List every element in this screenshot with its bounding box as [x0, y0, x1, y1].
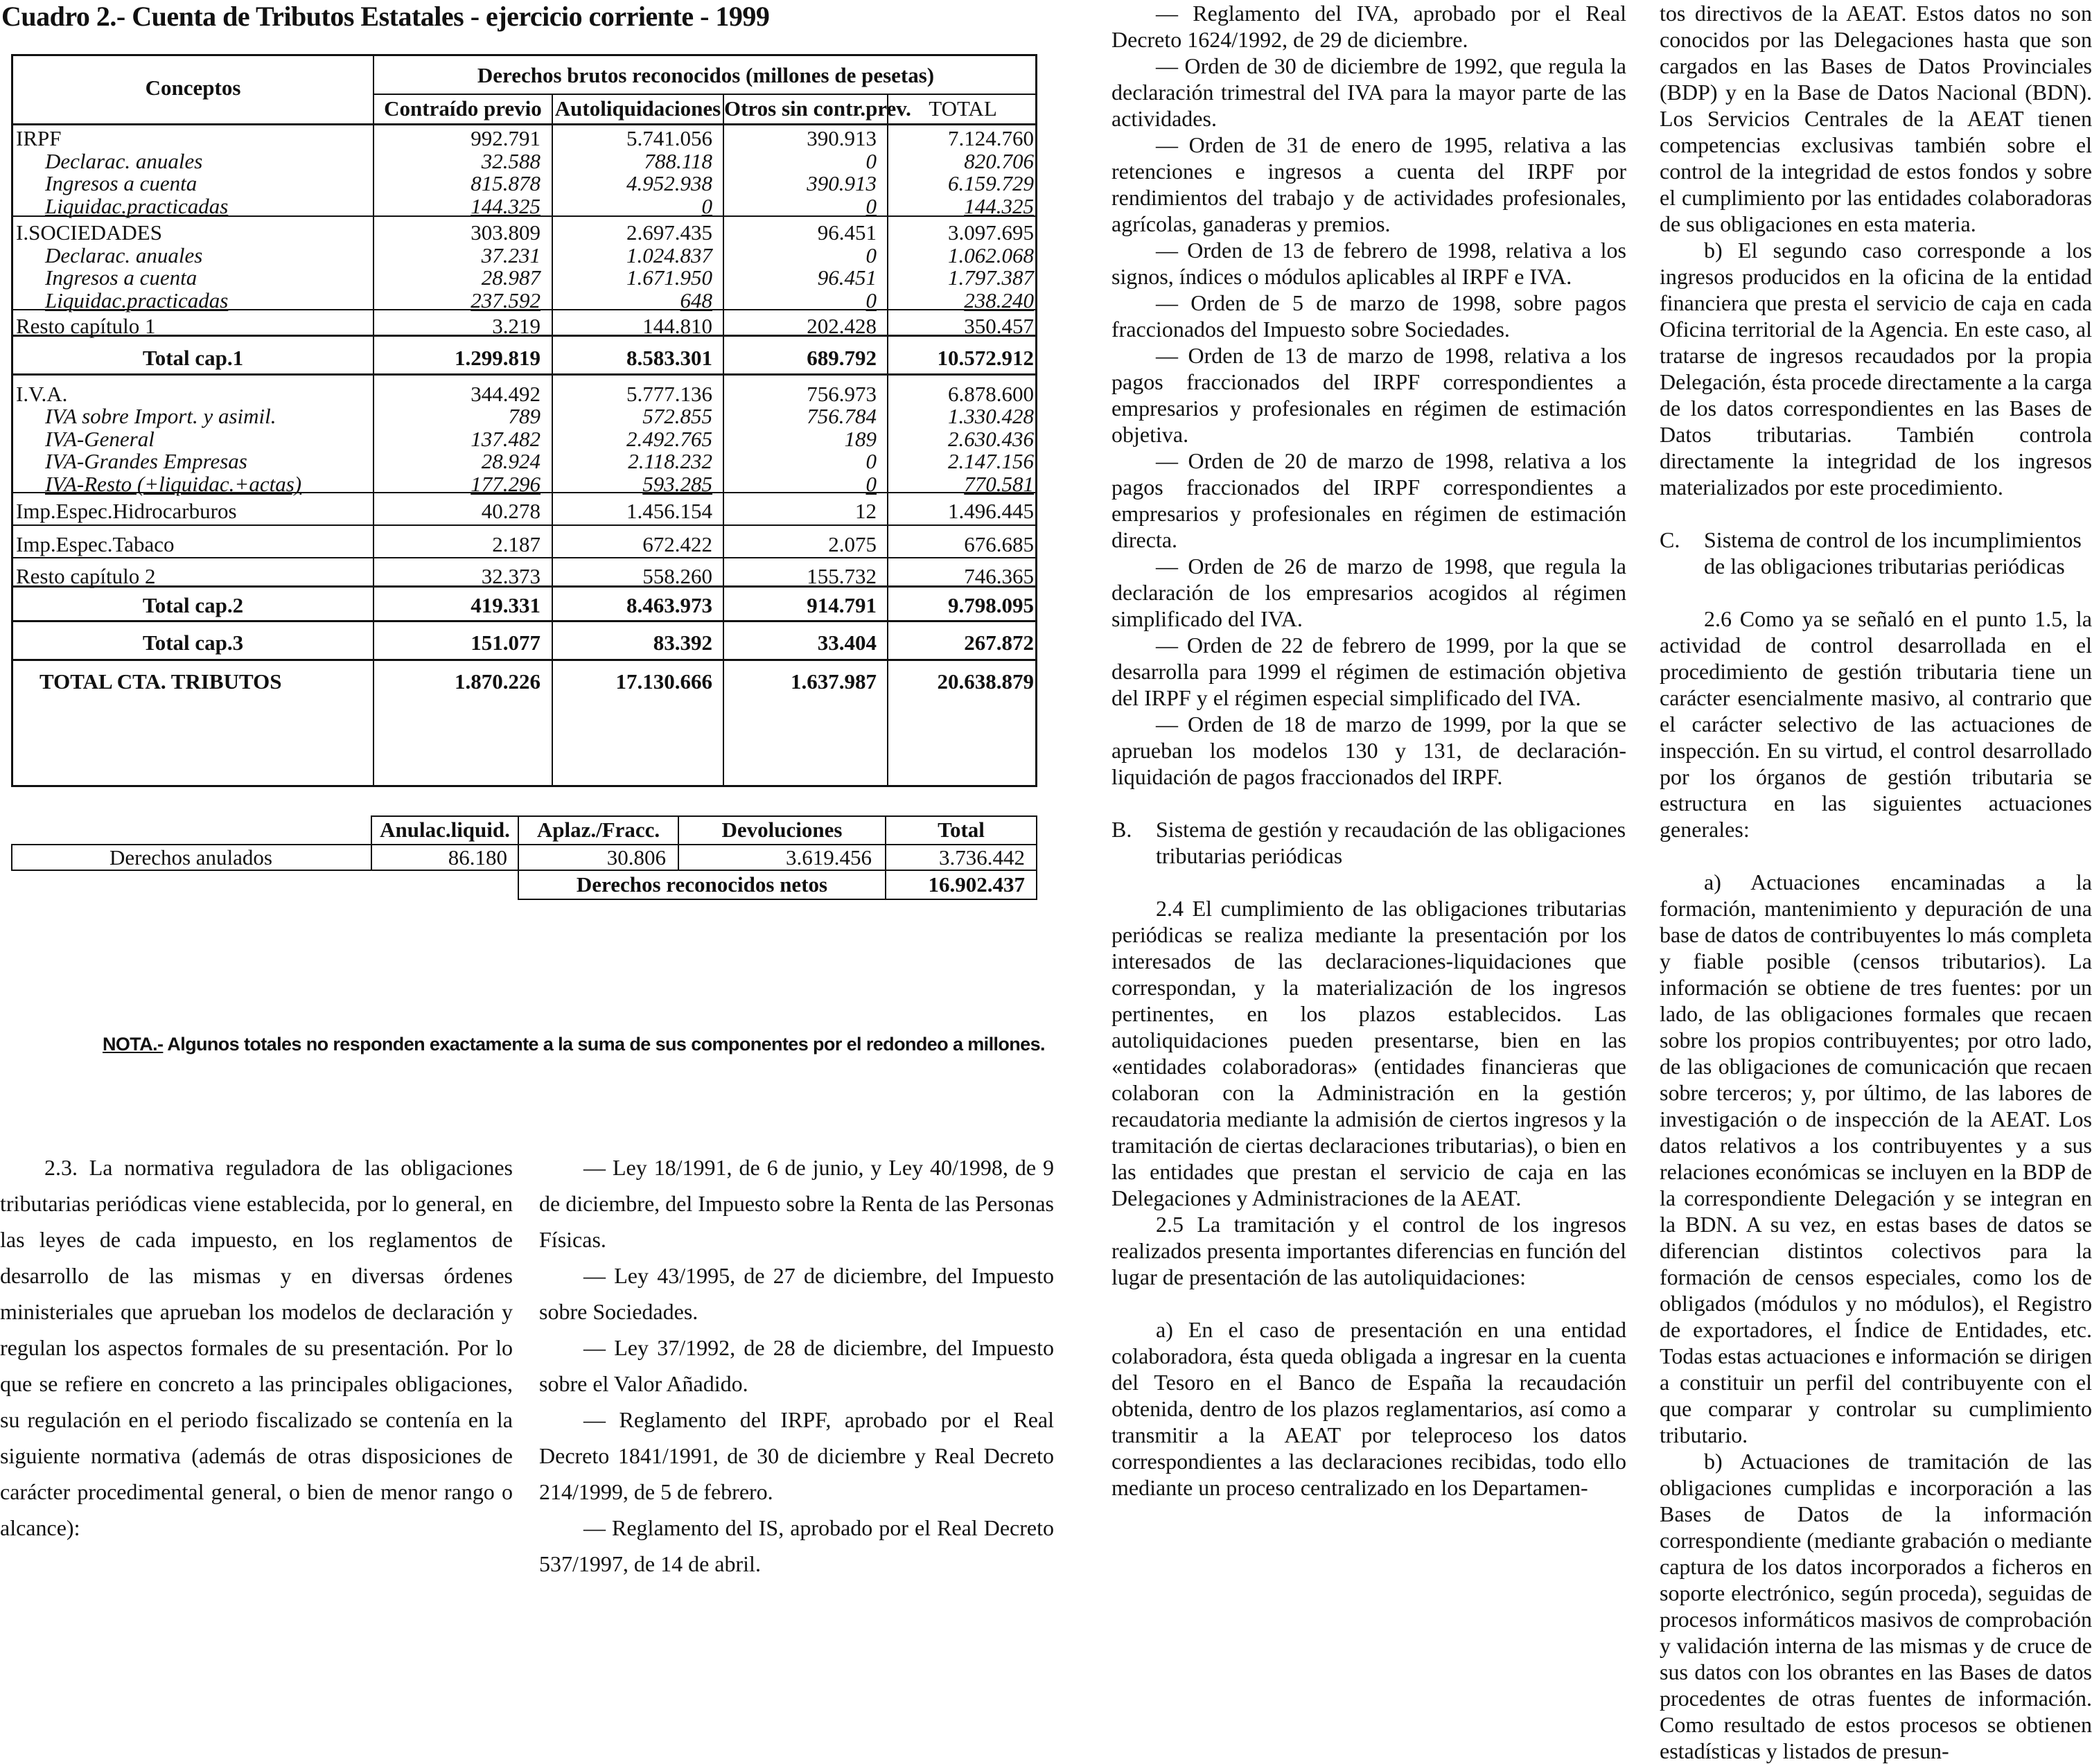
row-value: 992.791: [471, 126, 540, 150]
col-header-total: TOTAL: [929, 96, 997, 121]
t2-header-anulac: Anulac.liquid.: [380, 818, 510, 842]
row-value: 12: [855, 499, 877, 523]
t2-anulac-value: 86.180: [448, 845, 507, 870]
nota-note: [103, 1034, 1045, 1055]
row-label: Total cap.1: [142, 346, 244, 370]
row-value: 303.809: [471, 220, 540, 245]
row-label: Imp.Espec.Hidrocarburos: [16, 499, 237, 523]
row-value: 558.260: [642, 564, 712, 588]
row-value: 344.492: [471, 382, 540, 406]
row-value: 28.987: [481, 265, 540, 290]
row-value: 96.451: [817, 265, 877, 290]
row-value: 177.296: [471, 472, 540, 496]
row-value: 815.878: [471, 171, 540, 195]
row-value: 2.118.232: [628, 449, 712, 473]
row-value: 820.706: [964, 149, 1034, 173]
col-header-conceptos: Conceptos: [145, 76, 241, 100]
anulados-table: [11, 815, 1037, 899]
row-label: IVA sobre Import. y asimil.: [45, 404, 276, 428]
law-item: — Reglamento del IRPF, aprobado por el Real Decreto 1841/1991, de 30 de diciembre y Real Decreto 214/1999, de 5 de febrero.: [539, 1407, 1054, 1504]
row-label: I.V.A.: [16, 382, 68, 406]
row-value: 20.638.879: [937, 669, 1034, 694]
t2-total-value: 3.736.442: [939, 845, 1025, 870]
row-value: 7.124.760: [948, 126, 1034, 150]
row-value: 1.456.154: [626, 499, 712, 523]
tributos-table: [11, 54, 1037, 787]
col-group-header: Derechos brutos reconocidos (millones de pesetas): [477, 63, 935, 87]
row-value: 746.365: [964, 564, 1034, 588]
row-label: Imp.Espec.Tabaco: [16, 532, 175, 556]
law-item: — Reglamento del IS, aprobado por el Real Decreto 537/1997, de 14 de abril.: [539, 1515, 1054, 1576]
row-value: 914.791: [807, 593, 877, 617]
order-item: — Orden de 13 de marzo de 1998, relativa a los pagos fraccionados del IRPF correspondientes a empresarios y profesionales en régimen de estimación objetiva.: [1111, 343, 1626, 447]
row-value: 0: [865, 449, 877, 473]
row-value: 390.913: [807, 126, 877, 150]
row-value: 33.404: [817, 630, 877, 655]
row-value: 0: [865, 243, 877, 267]
row-value: 788.118: [644, 149, 712, 173]
row-value: 0: [865, 288, 877, 312]
row-value: 10.572.912: [937, 346, 1034, 370]
row-value: 1.870.226: [455, 669, 540, 694]
t2-header-devoluciones: Devoluciones: [721, 818, 843, 842]
row-value: 144.325: [471, 194, 540, 218]
row-value: 32.373: [481, 564, 540, 588]
row-value: 17.130.666: [615, 669, 712, 694]
row-label: Total cap.3: [142, 630, 244, 655]
paragraph-2-6-a: a) Actuaciones encaminadas a la formación, mantenimiento y depuración de una base de datos de contribuyentes lo más completa y fiable posible (censos tributarios). La información se obtiene de tres fuentes: por un lado, de las obligaciones formales que recaen sobre los propios contribuyentes; por otro lado, de las obligaciones de comunicación que recaen sobre terceros; y, por último, de las labores de investigación o de inspección de la AEAT. Los datos relativos a los contribuyentes y a sus relaciones económicas se incluyen en la BDP de la correspondiente Delegación y se integran en la BDN. A su vez, en estas bases de datos se diferencian distintos colectivos para la formación de censos especiales, como los de obligados (módulos y no módulos), el Registro de exportadores, el Índice de Entidades, etc. Todas estas actuaciones e información se dirigen a constituir un perfil del contribuyente con el que comparar y controlar su cumplimiento tributario.: [1660, 870, 2092, 1447]
text-column-1: [0, 1149, 513, 1546]
row-value: 202.428: [807, 314, 877, 338]
row-value: 2.492.765: [626, 427, 712, 451]
law-item: — Ley 37/1992, de 28 de diciembre, del Impuesto sobre el Valor Añadido.: [539, 1335, 1054, 1396]
order-item: — Orden de 13 de febrero de 1998, relativa a los signos, índices o módulos aplicables al IRPF e IVA.: [1111, 238, 1626, 289]
row-value: 2.147.156: [948, 449, 1034, 473]
row-value: 137.482: [471, 427, 540, 451]
row-value: 189: [844, 427, 877, 451]
row-value: 1.024.837: [626, 243, 712, 267]
row-label: IVA-General: [45, 427, 155, 451]
t2-header-total: Total: [938, 818, 985, 842]
law-item: — Ley 18/1991, de 6 de junio, y Ley 40/1998, de 9 de diciembre, del Impuesto sobre la Renta de las Personas Físicas.: [539, 1155, 1054, 1252]
row-value: 676.685: [964, 532, 1034, 556]
row-label: IRPF: [16, 126, 62, 150]
row-value: 238.240: [964, 288, 1034, 312]
row-value: 2.697.435: [626, 220, 712, 245]
row-value: 155.732: [807, 564, 877, 588]
text-column-3: [1111, 0, 1626, 1501]
row-value: 37.231: [481, 243, 540, 267]
row-label: Resto capítulo 1: [16, 314, 156, 338]
row-label: IVA-Grandes Empresas: [45, 449, 247, 473]
text-column-4: [1660, 0, 2092, 1764]
order-item: — Reglamento del IVA, aprobado por el Real Decreto 1624/1992, de 29 de diciembre.: [1111, 1, 1626, 52]
row-value: 572.855: [642, 404, 712, 428]
col-header-contraido: Contraído previo: [384, 96, 542, 121]
section-b-heading: [1111, 816, 1626, 869]
nota-label: NOTA.-: [103, 1034, 164, 1055]
row-label: Ingresos a cuenta: [45, 265, 197, 290]
paragraph-2-4: 2.4 El cumplimiento de las obligaciones tributarias periódicas se realiza mediante la presentación por los interesados de las declaraciones-liquidaciones que correspondan, y la materialización de los ingresos pertinentes, en los plazos establecidos. Las autoliquidaciones pueden presentarse, bien en las «entidades colaboradoras» (entidades financieras que colaboran con la Administración en la gestión recaudatoria mediante la admisión de ciertos ingresos y la tramitación de ciertas declaraciones tributarias), o bien en las entidades que prestan el servicio de caja en las Delegaciones y Administraciones de la AEAT.: [1111, 896, 1626, 1210]
row-value: 5.777.136: [626, 382, 712, 406]
row-value: 9.798.095: [948, 593, 1034, 617]
row-value: 96.451: [817, 220, 877, 245]
row-value: 1.671.950: [626, 265, 712, 290]
paragraph-2-6: 2.6 Como ya se señaló en el punto 1.5, la actividad de control desarrollada en el procedimiento de gestión tributaria tiene un carácter esencialmente masivo, al contrario que el carácter selectivo de las actuaciones de inspección. En su virtud, el control desarrollado por los órganos de gestión tributaria se estructura en las siguientes actuaciones generales:: [1660, 606, 2092, 842]
row-value: 593.285: [642, 472, 712, 496]
row-value: 237.592: [471, 288, 540, 312]
paragraph-2-5-a: a) En el caso de presentación en una entidad colaboradora, ésta queda obligada a ingresar en la cuenta del Tesoro en el Banco de España la recaudación obtenida, dentro de los plazos reglamentarios, así como a transmitir a la AEAT por teleproceso los datos correspondientes a las declaraciones recibidas, todo ello mediante un proceso centralizado en los Departamen-: [1111, 1317, 1626, 1500]
paragraph-continued: tos directivos de la AEAT. Estos datos no son conocidos por las Delegaciones hasta que son cargados en las Bases de Datos Provinciales (BDP) y en la Base de Datos Nacional (BDN). Los Servicios Centrales de la AEAT tienen competencias exclusivas también sobre el control de la integridad de estos fondos y sobre el cumplimiento por las entidades colaboradoras de sus obligaciones en esta materia.: [1660, 1, 2092, 236]
paragraph-2-3: 2.3. La normativa reguladora de las obligaciones tributarias periódicas viene establecida, por lo general, en las leyes de cada impuesto, en los reglamentos de desarrollo de las mismas y en diversas órdenes ministeriales que aprueban los modelos de declaración y regulan los aspectos formales de su presentación. Por lo que se refiere en concreto a las principales obligaciones, su regulación en el periodo fiscalizado se contenía en la siguiente normativa (además de otras disposiciones de carácter procedimental general, o bien de menor rango o alcance):: [0, 1155, 513, 1540]
row-label: TOTAL CTA. TRIBUTOS: [39, 669, 282, 694]
row-label: Declarac. anuales: [45, 243, 203, 267]
row-value: 1.496.445: [948, 499, 1034, 523]
table-title: Cuadro 2.- Cuenta de Tributos Estatales - ejercicio corriente - 1999: [1, 1, 770, 32]
order-item: — Orden de 18 de marzo de 1999, por la que se aprueban los modelos 130 y 131, de declaración-liquidación de pagos fraccionados del IRPF.: [1111, 712, 1626, 789]
row-value: 648: [680, 288, 712, 312]
row-value: 3.097.695: [948, 220, 1034, 245]
row-value: 6.878.600: [948, 382, 1034, 406]
paragraph-2-5-b: b) El segundo caso corresponde a los ingresos producidos en la oficina de la entidad financiera que presta el servicio de caja en cada Oficina territorial de la Agencia. En este caso, al tratarse de ingresos recaudados por la propia Delegación, ésta procede directamente a la carga de los datos correspondientes en las Bases de Datos tributarias. También controla directamente la integridad de los ingresos materializados por este procedimiento.: [1660, 238, 2092, 500]
t2-row-label: Derechos anulados: [109, 845, 272, 870]
row-label: Resto capítulo 2: [16, 564, 156, 588]
row-value: 1.637.987: [791, 669, 877, 694]
row-label: I.SOCIEDADES: [16, 220, 162, 245]
row-value: 770.581: [964, 472, 1034, 496]
row-value: 1.299.819: [455, 346, 540, 370]
row-value: 2.187: [492, 532, 540, 556]
row-value: 2.075: [828, 532, 877, 556]
row-value: 4.952.938: [626, 171, 712, 195]
section-c-title: Sistema de control de los incumplimientos de las obligaciones tributarias periódicas: [1704, 527, 2082, 579]
text-column-2: [539, 1149, 1054, 1582]
row-value: 756.784: [807, 404, 877, 428]
row-value: 0: [865, 149, 877, 173]
order-item: — Orden de 30 de diciembre de 1992, que regula la declaración trimestral del IVA para la mayor parte de las actividades.: [1111, 53, 1626, 131]
row-value: 350.457: [964, 314, 1034, 338]
row-label: Declarac. anuales: [45, 149, 203, 173]
row-value: 32.588: [481, 149, 540, 173]
law-item: — Ley 43/1995, de 27 de diciembre, del Impuesto sobre Sociedades.: [539, 1263, 1054, 1324]
row-value: 151.077: [471, 630, 540, 655]
row-value: 144.810: [642, 314, 712, 338]
nota-text: Algunos totales no responden exactamente a la suma de sus componentes por el redondeo a millones.: [163, 1034, 1045, 1055]
row-value: 5.741.056: [626, 126, 712, 150]
row-label: Liquidac.practicadas: [45, 194, 229, 218]
t2-devoluciones-value: 3.619.456: [786, 845, 872, 870]
row-value: 8.583.301: [626, 346, 712, 370]
order-item: — Orden de 26 de marzo de 1998, que regula la declaración de los empresarios acogidos al régimen simplificado del IVA.: [1111, 554, 1626, 631]
paragraph-2-5: 2.5 La tramitación y el control de los ingresos realizados presenta importantes diferencias en función del lugar de presentación de las autoliquidaciones:: [1111, 1212, 1626, 1289]
row-value: 1.062.068: [948, 243, 1034, 267]
row-value: 1.330.428: [948, 404, 1034, 428]
row-value: 3.219: [492, 314, 540, 338]
row-label: Liquidac.practicadas: [45, 288, 229, 312]
row-value: 40.278: [481, 499, 540, 523]
row-value: 789: [508, 404, 540, 428]
row-value: 0: [865, 194, 877, 218]
row-value: 756.973: [807, 382, 877, 406]
t2-net-label: Derechos reconocidos netos: [576, 872, 828, 897]
row-value: 6.159.729: [948, 171, 1034, 195]
row-label: Total cap.2: [142, 593, 244, 617]
t2-header-aplaz: Aplaz./Fracc.: [536, 818, 660, 842]
row-value: 28.924: [481, 449, 540, 473]
section-c-letter: C.: [1660, 527, 1680, 552]
row-value: 419.331: [471, 593, 540, 617]
row-label: Ingresos a cuenta: [45, 171, 197, 195]
row-value: 8.463.973: [626, 593, 712, 617]
t2-aplaz-value: 30.806: [606, 845, 666, 870]
col-header-otros: Otros sin contr.prev.: [724, 96, 911, 121]
row-value: 0: [865, 472, 877, 496]
section-c-heading: [1660, 527, 2092, 579]
row-value: 672.422: [642, 532, 712, 556]
row-value: 390.913: [807, 171, 877, 195]
row-value: 0: [701, 194, 712, 218]
row-value: 144.325: [964, 194, 1034, 218]
row-value: 689.792: [807, 346, 877, 370]
row-value: 2.630.436: [948, 427, 1034, 451]
order-item: — Orden de 22 de febrero de 1999, por la que se desarrolla para 1999 el régimen de estimación objetiva del IRPF y el régimen especial simplificado del IVA.: [1111, 633, 1626, 710]
row-value: 267.872: [964, 630, 1034, 655]
section-b-letter: B.: [1111, 817, 1132, 842]
section-b-title: Sistema de gestión y recaudación de las obligaciones tributarias periódicas: [1156, 817, 1626, 868]
row-label: IVA-Resto (+liquidac.+actas): [45, 472, 302, 496]
paragraph-2-6-b: b) Actuaciones de tramitación de las obligaciones cumplidas e incorporación a las Bases de Datos de la información correspondiente (mediante grabación o mediante captura de los datos incorporados a ficheros en soporte electrónico, según proceda), seguidas de procesos informáticos masivos de comprobación y validación interna de las mismas y de cruce de sus datos con los obrantes en las Bases de datos procedentes de otras fuentes de información. Como resultado de estos procesos se obtienen estadísticas y listados de presun-: [1660, 1449, 2092, 1763]
order-item: — Orden de 20 de marzo de 1998, relativa a los pagos fraccionados del IRPF correspondientes a empresarios y profesionales en régimen de estimación directa.: [1111, 448, 1626, 552]
col-header-autoliq: Autoliquidaciones: [554, 96, 721, 121]
row-value: 83.392: [653, 630, 712, 655]
order-item: — Orden de 31 de enero de 1995, relativa a las retenciones e ingresos a cuenta del IRPF por rendimientos del trabajo y de actividades profesionales, agrícolas, ganaderas y premios.: [1111, 132, 1626, 236]
t2-net-value: 16.902.437: [928, 872, 1025, 897]
row-value: 1.797.387: [948, 265, 1034, 290]
order-item: — Orden de 5 de marzo de 1998, sobre pagos fraccionados del Impuesto sobre Sociedades.: [1111, 290, 1626, 342]
